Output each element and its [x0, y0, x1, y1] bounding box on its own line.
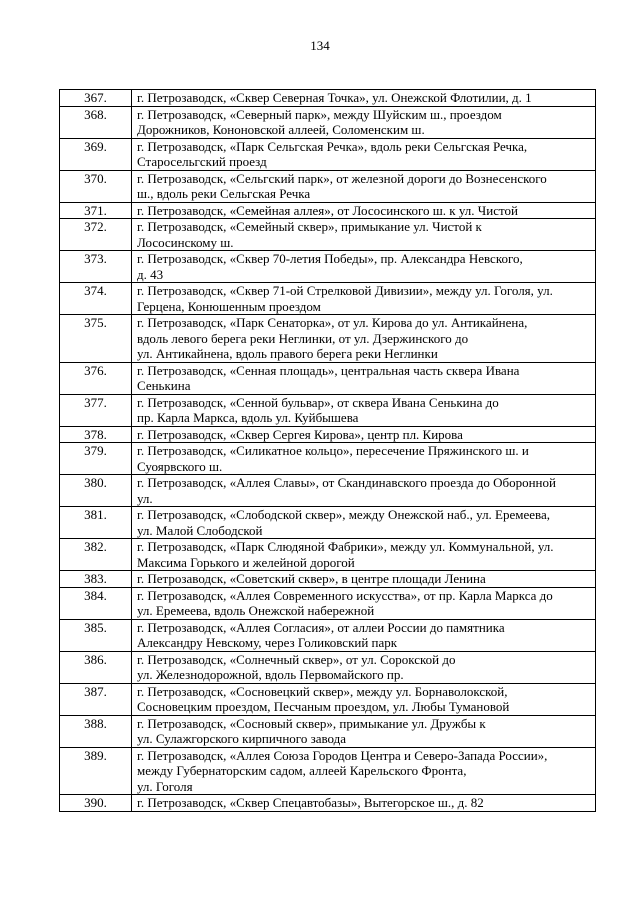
table-row	[60, 202, 596, 219]
description-line: ул.	[137, 490, 153, 506]
row-number: 373.	[60, 251, 132, 283]
row-description	[132, 619, 596, 651]
table-row	[60, 251, 596, 283]
row-number: 388.	[60, 715, 132, 747]
description-line: г. Петрозаводск, «Солнечный сквер», от ул. Сорокской до	[137, 651, 456, 667]
row-description	[132, 202, 596, 219]
row-description	[132, 539, 596, 571]
row-number: 374.	[60, 283, 132, 315]
row-number: 367.	[60, 90, 132, 107]
table-row	[60, 443, 596, 475]
description-line: д. 43	[137, 266, 164, 282]
row-number: 389.	[60, 747, 132, 795]
description-line: ул. Железнодорожной, вдоль Первомайского пр.	[137, 667, 404, 682]
row-description	[132, 315, 596, 363]
row-description	[132, 138, 596, 170]
table-row	[60, 715, 596, 747]
row-description	[132, 219, 596, 251]
table-row	[60, 539, 596, 571]
description-line: ул. Малой Слободской	[137, 522, 263, 538]
description-line: г. Петрозаводск, «Семейная аллея», от Лососинского ш. к ул. Чистой	[137, 202, 518, 218]
table-row	[60, 619, 596, 651]
description-line: г. Петрозаводск, «Советский сквер», в центре площади Ленина	[137, 571, 486, 586]
description-line: г. Петрозаводск, «Сенной бульвар», от сквера Ивана Сенькина до	[137, 394, 499, 410]
table-row	[60, 426, 596, 443]
description-line: г. Петрозаводск, «Сельгский парк», от железной дороги до Вознесенского	[137, 170, 547, 186]
description-line: ул. Сулажгорского кирпичного завода	[137, 731, 347, 746]
table-row	[60, 587, 596, 619]
table-row	[60, 394, 596, 426]
row-number: 368.	[60, 106, 132, 138]
description-line: г. Петрозаводск, «Силикатное кольцо», пересечение Пряжинского ш. и	[137, 443, 529, 458]
description-line: г. Петрозаводск, «Парк Сельгская Речка», вдоль реки Сельгская Речка,	[137, 138, 528, 154]
row-description	[132, 106, 596, 138]
description-line: ул. Еремеева, вдоль Онежской набережной	[137, 603, 375, 618]
row-description	[132, 475, 596, 507]
table-row	[60, 106, 596, 138]
row-description	[132, 571, 596, 588]
description-line: пр. Карла Маркса, вдоль ул. Куйбышева	[137, 410, 359, 425]
description-line: Суоярвского ш.	[137, 458, 223, 474]
description-line: г. Петрозаводск, «Сосновецкий сквер», между ул. Борнаволокской,	[137, 683, 508, 699]
row-number: 371.	[60, 202, 132, 219]
table-row	[60, 315, 596, 363]
page-number: 134	[310, 38, 330, 53]
row-description	[132, 587, 596, 619]
row-number: 369.	[60, 138, 132, 170]
description-line: г. Петрозаводск, «Аллея Согласия», от аллеи России до памятника	[137, 619, 505, 635]
row-number: 379.	[60, 443, 132, 475]
description-line: Лососинскому ш.	[137, 234, 234, 250]
description-line: г. Петрозаводск, «Парк Сенаторка», от ул. Кирова до ул. Антикайнена,	[137, 315, 528, 330]
description-line: ул. Гоголя	[137, 778, 193, 794]
row-number: 375.	[60, 315, 132, 363]
row-number: 381.	[60, 507, 132, 539]
description-line: Сосновецким проездом, Песчаным проездом, ул. Любы Тумановой	[137, 699, 510, 714]
description-line: г. Петрозаводск, «Сквер Сергея Кирова», центр пл. Кирова	[137, 426, 463, 442]
description-line: г. Петрозаводск, «Слободской сквер», между Онежской наб., ул. Еремеева,	[137, 507, 551, 522]
row-description	[132, 747, 596, 795]
description-line: Сенькина	[137, 378, 191, 393]
row-number: 383.	[60, 571, 132, 588]
description-line: ул. Антикайнена, вдоль правого берега реки Неглинки	[137, 346, 438, 361]
description-line: г. Петрозаводск, «Сквер Северная Точка», ул. Онежской Флотилии, д. 1	[137, 90, 532, 105]
description-line: Максима Горького и желейной дорогой	[137, 554, 355, 570]
row-description	[132, 394, 596, 426]
description-line: г. Петрозаводск, «Сквер 70-летия Победы», пр. Александра Невского,	[137, 251, 523, 266]
registry-table-body	[60, 90, 596, 812]
description-line: между Губернаторским садом, аллеей Карельского Фронта,	[137, 763, 467, 778]
table-row	[60, 90, 596, 107]
registry-table	[59, 89, 596, 812]
table-row	[60, 651, 596, 683]
table-row	[60, 283, 596, 315]
row-description	[132, 507, 596, 539]
description-line: вдоль левого берега реки Неглинки, от ул. Дзержинского до	[137, 330, 469, 346]
row-description	[132, 362, 596, 394]
table-row	[60, 219, 596, 251]
description-line: г. Петрозаводск, «Сквер Спецавтобазы», Вытегорское ш., д. 82	[137, 795, 484, 810]
description-line: г. Петрозаводск, «Сенная площадь», центральная часть сквера Ивана	[137, 362, 520, 378]
description-line: Старосельгский проезд	[137, 154, 267, 169]
description-line: г. Петрозаводск, «Аллея Союза Городов Центра и Северо-Запада России»,	[137, 747, 548, 763]
description-line: г. Петрозаводск, «Парк Слюдяной Фабрики», между ул. Коммунальной, ул.	[137, 539, 554, 554]
row-description	[132, 683, 596, 715]
row-number: 372.	[60, 219, 132, 251]
description-line: г. Петрозаводск, «Аллея Современного искусства», от пр. Карла Маркса до	[137, 587, 553, 603]
description-line: Александру Невскому, через Голиковский парк	[137, 635, 398, 650]
row-number: 377.	[60, 394, 132, 426]
table-row	[60, 475, 596, 507]
row-number: 384.	[60, 587, 132, 619]
row-number: 385.	[60, 619, 132, 651]
table-row	[60, 138, 596, 170]
row-number: 376.	[60, 362, 132, 394]
row-description	[132, 426, 596, 443]
row-description	[132, 443, 596, 475]
row-number: 370.	[60, 170, 132, 202]
description-line: г. Петрозаводск, «Сквер 71-ой Стрелковой Дивизии», между ул. Гоголя, ул.	[137, 283, 553, 298]
row-number: 390.	[60, 795, 132, 812]
row-number: 380.	[60, 475, 132, 507]
description-line: г. Петрозаводск, «Северный парк», между Шуйским ш., проездом	[137, 106, 502, 122]
description-line: г. Петрозаводск, «Аллея Славы», от Скандинавского проезда до Оборонной	[137, 475, 556, 490]
row-number: 382.	[60, 539, 132, 571]
row-number: 387.	[60, 683, 132, 715]
row-description	[132, 251, 596, 283]
description-line: Дорожников, Кононовской аллеей, Соломенским ш.	[137, 122, 425, 137]
table-row	[60, 507, 596, 539]
description-line: Герцена, Конюшенным проездом	[137, 298, 321, 314]
table-row	[60, 683, 596, 715]
table-row	[60, 571, 596, 588]
table-row	[60, 170, 596, 202]
row-number: 378.	[60, 426, 132, 443]
table-row	[60, 362, 596, 394]
description-line: г. Петрозаводск, «Сосновый сквер», примыкание ул. Дружбы к	[137, 715, 486, 731]
description-line: ш., вдоль реки Сельгская Речка	[137, 186, 311, 201]
row-description	[132, 795, 596, 812]
row-description	[132, 283, 596, 315]
row-description	[132, 651, 596, 683]
table-row	[60, 795, 596, 812]
row-description	[132, 90, 596, 107]
row-description	[132, 715, 596, 747]
description-line: г. Петрозаводск, «Семейный сквер», примыкание ул. Чистой к	[137, 219, 482, 234]
table-row	[60, 747, 596, 795]
row-number: 386.	[60, 651, 132, 683]
row-description	[132, 170, 596, 202]
